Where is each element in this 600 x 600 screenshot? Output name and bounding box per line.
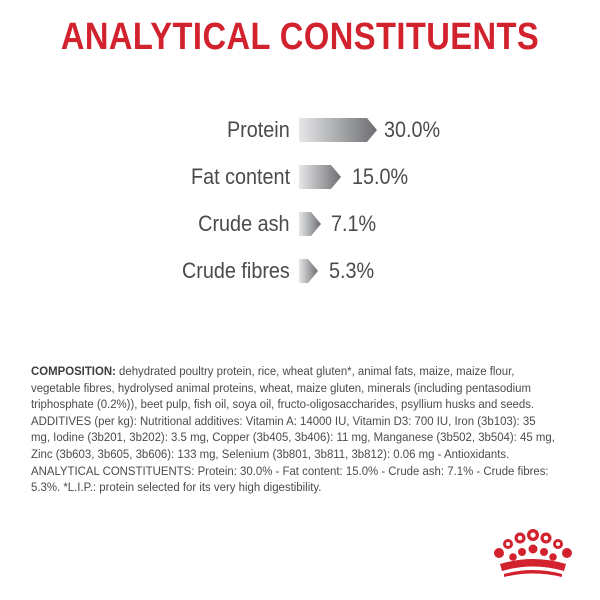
constituent-value: 5.3% <box>329 258 375 283</box>
constituent-bar <box>299 212 321 236</box>
constituent-bar <box>299 118 377 142</box>
crown-icon <box>492 528 574 578</box>
constituent-value: 7.1% <box>331 211 377 236</box>
constituent-value: 15.0% <box>352 164 409 189</box>
constituent-label: Fat content <box>190 164 290 189</box>
composition-body: dehydrated poultry protein, rice, wheat gluten*, animal fats, maize, maize flour, vegetable fibres, hydrolysed animal proteins, wheat, maize gluten, minerals (including pentasodium triphosphate (0.2%)), beet pulp, fish oil, soya oil, fructo-oligosaccharides, psyllium husks and seeds. ADDITIVES (per kg): Nutritional additives: Vitamin A: 14000 IU, Vitamin D3: 700 IU, Iron (3b103): 35 mg, Iodine (3b201, 3b202): 3.5 mg, Copper (3b405, 3b406): 11 mg, Manganese (3b502, 3b504): 45 mg, Zinc (3b603, 3b605, 3b606): 133 mg, Selenium (3b801, 3b811, 3b812): 0.06 mg - Antioxidants. ANALYTICAL CONSTITUENTS: Protein: 30.0% - Fat content: 15.0% - Crude ash: 7.1% - Crude fibres: 5.3%. *L.I.P.: protein selected for its very high digestibility. <box>31 364 555 495</box>
constituent-row-crude-fibres <box>0 253 600 289</box>
constituent-bar <box>299 259 318 283</box>
composition-heading: COMPOSITION: <box>31 364 116 378</box>
constituent-bar <box>299 165 341 189</box>
constituent-label: Crude ash <box>198 211 290 236</box>
constituent-value: 30.0% <box>384 117 441 142</box>
constituent-row-fat-content <box>0 159 600 195</box>
constituent-row-crude-ash <box>0 206 600 242</box>
composition-text <box>31 363 555 496</box>
page-title: ANALYTICAL CONSTITUENTS <box>60 16 540 58</box>
constituent-label: Protein <box>227 117 290 142</box>
constituent-label: Crude fibres <box>182 258 290 283</box>
constituent-row-protein <box>0 112 600 148</box>
